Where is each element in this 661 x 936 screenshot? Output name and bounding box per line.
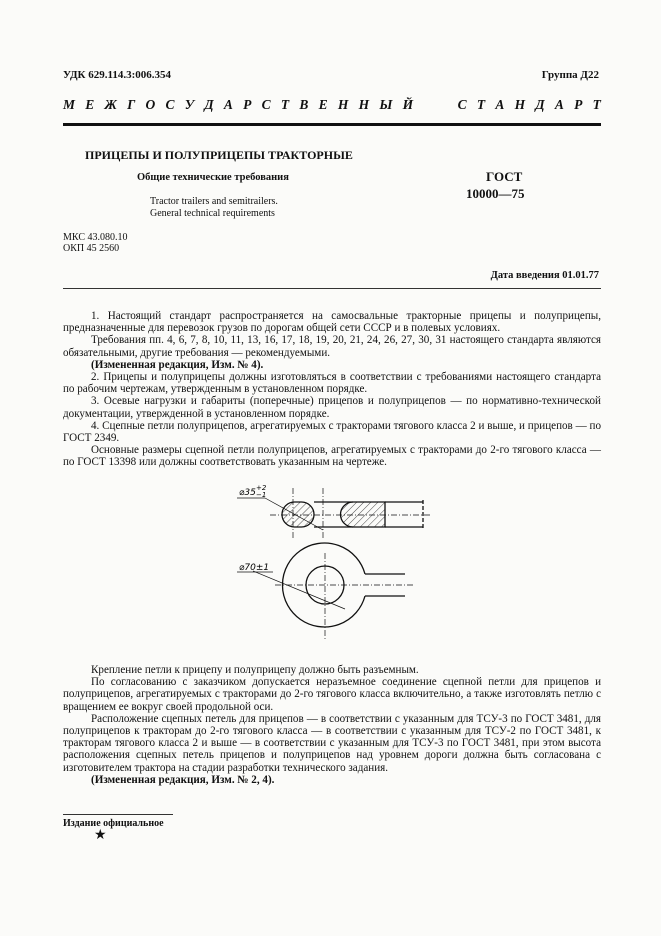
gost-number: 10000—75	[466, 186, 525, 201]
banner-letter: С	[261, 97, 271, 112]
document-subtitle: Общие технические требования	[137, 172, 289, 183]
banner-letter: Н	[358, 97, 370, 112]
date-rule	[63, 288, 601, 289]
body-text-bottom	[63, 664, 601, 786]
udk-code: УДК 629.114.3:006.354	[63, 69, 172, 81]
okp-code: ОКП 45 2560	[63, 243, 120, 254]
banner-letter: Т	[592, 97, 601, 112]
banner-letter: Е	[318, 97, 328, 112]
document-title: ПРИЦЕПЫ И ПОЛУПРИЦЕПЫ ТРАКТОРНЫЕ	[85, 148, 353, 162]
banner-gap	[423, 97, 447, 113]
paragraph: Требования пп. 4, 6, 7, 8, 10, 11, 13, 16, 17, 18, 19, 20, 21, 24, 26, 27, 30, 31 настоящего стандарта являются обязательными, другие требования — рекомендуемыми.	[63, 334, 601, 359]
banner-letter: Р	[243, 97, 252, 112]
banner-letter: Й	[402, 97, 414, 112]
paragraph: 3. Осевые нагрузки и габариты (поперечные) прицепов и полуприцепов — по нормативно-технической документации, утвержденной в установленном порядке.	[63, 395, 601, 420]
gost-label: ГОСТ	[486, 169, 523, 184]
dim-35-tol-lower: −1	[256, 491, 267, 499]
footer-rule	[63, 814, 173, 815]
paragraph: Расположение сцепных петель для прицепов — в соответствии с указанным для ТСУ-3 по ГОСТ 3481, для полуприцепов к тракторам до 2-го тягового класса — в соответствии с указанным для ТСУ-2 по ГОСТ 3481, к тракторам тягового класса 2 и выше — в соответствии с указанным для ТСУ-3 по ГОСТ 3481, при этом высота расположения сцепных петель прицепов и полуприцепов над уровнем дороги должна быть согласована с изготовителем трактора на стадии разработки технического задания.	[63, 712, 601, 774]
standard-banner	[63, 97, 601, 113]
amendment-note: (Измененная редакция, Изм. № 4).	[91, 358, 264, 371]
banner-letter: Т	[280, 97, 290, 112]
english-subtitle: General technical requirements	[150, 208, 275, 219]
banner-letter: Ы	[379, 97, 393, 112]
banner-letter: Е	[85, 97, 95, 112]
banner-letter: У	[184, 97, 195, 112]
official-edition-label: Издание официальное	[63, 818, 164, 829]
banner-letter: О	[145, 97, 156, 112]
section-view	[265, 488, 430, 540]
dim-35-tol-upper: +2	[256, 484, 267, 492]
banner-letter: А	[223, 97, 233, 112]
banner-letter: Н	[337, 97, 349, 112]
paragraph: 2. Прицепы и полуприцепы должны изготовляться в соответствии с требованиями настоящего стандарта по рабочим чертежам, утвержденным в установленном порядке.	[63, 371, 601, 396]
banner-letter: А	[554, 97, 564, 112]
banner-letter: М	[63, 97, 76, 112]
banner-letter: Н	[514, 97, 526, 112]
star-icon: ★	[94, 828, 107, 843]
coupling-loop-drawing	[225, 478, 445, 648]
banner-letter: Ж	[104, 97, 117, 112]
banner-letter: Т	[476, 97, 486, 112]
english-title: Tractor trailers and semitrailers.	[150, 196, 278, 207]
banner-letter: С	[165, 97, 175, 112]
dim-70: ⌀70±1	[239, 563, 270, 573]
paragraph: 4. Сцепные петли полуприцепов, агрегатируемых с тракторами тягового класса 2 и выше, и прицепов — по ГОСТ 2349.	[63, 419, 601, 445]
effective-date: Дата введения 01.01.77	[490, 270, 599, 281]
amendment-note: (Измененная редакция, Изм. № 2, 4).	[91, 773, 275, 786]
paragraph: Основные размеры сцепной петли полуприцепов, агрегатируемых с тракторами до 2-го тягового класса — по ГОСТ 13398 или должны соответствовать указанным на чертеже.	[63, 444, 601, 469]
banner-letter: В	[299, 97, 309, 112]
paragraph: Крепление петли к прицепу и полуприцепу должно быть разъемным.	[91, 664, 419, 676]
banner-letter: Р	[574, 97, 583, 112]
paragraph: 1. Настоящий стандарт распространяется на самосвальные тракторные прицепы и полуприцепы, предназначенные для перевозок грузов по дорогам общей сети СССР и в полевых условиях.	[63, 310, 601, 335]
banner-letter: Г	[127, 97, 136, 112]
mks-code: МКС 43.080.10	[63, 232, 128, 243]
body-text-top	[63, 310, 601, 469]
banner-letter: А	[495, 97, 505, 112]
group-code: Группа Д22	[541, 69, 599, 81]
banner-letter: С	[457, 97, 467, 112]
paragraph: По согласованию с заказчиком допускается неразъемное соединение сцепной петли для прицепов и полуприцепов, агрегатируемых с тракторами до 2-го тягового класса включительно, а также изготовлять петлю с вращением ее вокруг своей продольной оси.	[63, 676, 601, 713]
banner-letter: Д	[204, 97, 214, 112]
dim-35: ⌀35	[239, 488, 256, 498]
plan-view	[253, 543, 413, 641]
banner-letter: Д	[535, 97, 545, 112]
header-rule	[63, 123, 601, 126]
